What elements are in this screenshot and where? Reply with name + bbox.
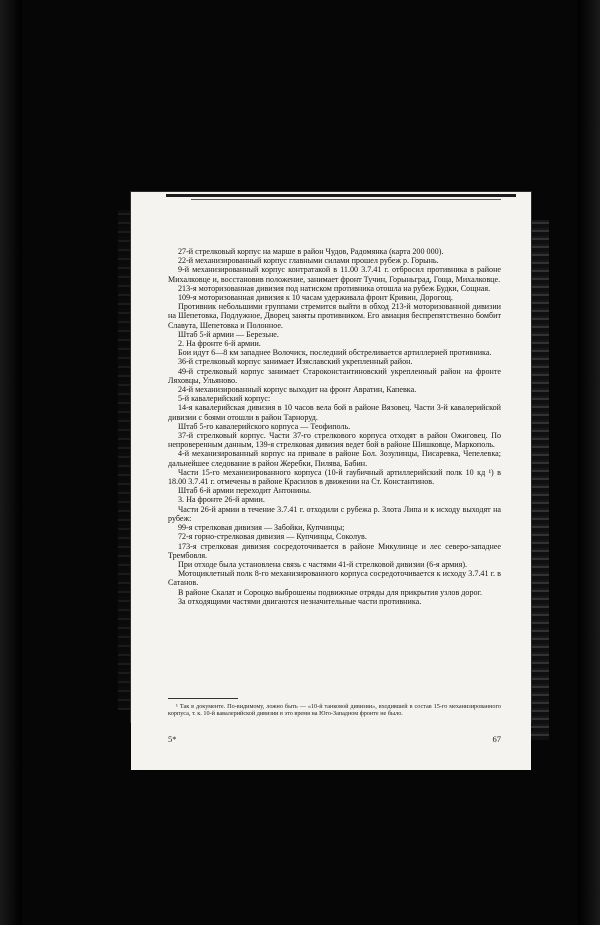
- paragraph: За отходящими частями двигаются незначительные части противника.: [178, 596, 422, 606]
- footnote-divider: [168, 698, 238, 699]
- paragraph: Мотоциклетный полк 8-го механизированного корпуса сосредоточивается к исходу 3.7.41 г. в Сатанов.: [168, 569, 501, 588]
- paragraph: Части 15-го механизированного корпуса (10-й гаубичный артиллерийский полк 10 кд ¹) в 18.00 3.7.41 г. отмечены в районе Красилов в движении на Ст. Константинов.: [168, 467, 501, 487]
- paragraph: 173-я стрелковая дивизия сосредоточивается в районе Микулинце и лес северо-западнее Трембовля.: [168, 541, 501, 560]
- paragraph: 99-я стрелковая дивизия — Забойки, Купчинцы;: [178, 523, 345, 533]
- paragraph: 22-й механизированный корпус главными силами прошел рубеж р. Горынь.: [178, 256, 439, 266]
- footnote: ¹ Так в документе. По-видимому, ложно быть — «10-й танковой дивизии», входившей в состав 15-го механизированного корпуса, т. к. 10-й кавалерийской дивизии в это время на Юго-Западном фронте не было.: [168, 703, 501, 718]
- paragraph: При отходе была установлена связь с частями 41-й стрелковой дивизии (6-я армия).: [178, 559, 468, 569]
- paragraph: 5-й кавалерийский корпус:: [178, 394, 271, 404]
- paragraph: Штаб 5-й армии — Березьне.: [178, 329, 279, 339]
- footnotes: [168, 703, 501, 717]
- paragraph: Штаб 5-го кавалерийского корпуса — Теофиполь.: [178, 421, 351, 431]
- document-page-footer-area: [131, 722, 531, 770]
- body-text: [168, 247, 501, 606]
- paragraph: 109-я моторизованная дивизия к 10 часам удерживала фронт Кривин, Дорогощ.: [178, 293, 453, 303]
- paragraph: 36-й стрелковый корпус занимает Изяславский укрепленный район.: [178, 357, 413, 367]
- scan-border-left: [0, 0, 22, 925]
- section-heading: 3. На фронте 26-й армии.: [178, 495, 265, 505]
- paragraph: 14-я кавалерийская дивизия в 10 часов вела бой в районе Вязовец. Части 3-й кавалерийской дивизии с боями отошли в район Тарноруд.: [168, 403, 501, 422]
- paragraph: 27-й стрелковый корпус на марше в район Чудов, Радомянка (карта 200 000).: [178, 247, 444, 256]
- paragraph: 72-я горно-стрелковая дивизия — Купчинцы, Соколув.: [178, 532, 367, 542]
- paragraph: Бои идут 6—8 км западнее Волочиск, последний обстреливается артиллерией противника.: [178, 348, 492, 358]
- paragraph: 37-й стрелковый корпус. Части 37-го стрелкового корпуса отходят в район Ожиговец. По непроверенным данным, 139-я стрелковая дивизия ведет бой в районе Шишковце, Маркополь.: [168, 431, 501, 450]
- scan-noise-right: [531, 220, 549, 740]
- scan-noise-left: [118, 210, 132, 710]
- signature-mark: 5*: [168, 734, 177, 744]
- section-heading: 2. На фронте 6-й армии.: [178, 339, 261, 349]
- paragraph: 49-й стрелковый корпус занимает Староконстантиновский укрепленный район на фронте Ляховцы, Ульяново.: [168, 366, 501, 385]
- paragraph: 24-й механизированный корпус выходит на фронт Авратин, Капевка.: [178, 385, 417, 395]
- paragraph: Штаб 6-й армии переходит Антонины.: [178, 486, 312, 496]
- page-number: 67: [492, 734, 501, 744]
- paragraph: Противник небольшими группами стремится выйти в обход 213-й моторизованной дивизии на Шепетовка, Подлужное, Дворец заняты противником. Его авиация беспрепятственно бомбит Славута, Шепетовка и Полонное.: [168, 302, 501, 330]
- paragraph: В районе Скалат и Сороцко выброшены подвижные отряды для прикрытия узлов дорог.: [178, 587, 482, 597]
- document-page: [131, 192, 531, 722]
- paragraph: 9-й механизированный корпус контратакой в 11.00 3.7.41 г. отбросил противника в районе Михалковце и, восстановив положение, занимает фронт Тучин, Горыньград, Гоща, Михалковце.: [168, 265, 501, 284]
- paragraph: 4-й механизированный корпус на привале в районе Бол. Зозулинцы, Писаревка, Чепелевка; дальнейшее следование в район Жеребки, Пилява, Бабин.: [168, 449, 501, 468]
- page-top-rule: [166, 194, 516, 197]
- paragraph: Части 26-й армии в течение 3.7.41 г. отходили с рубежа р. Злота Липа и к исходу выходят на рубеж:: [168, 504, 501, 523]
- scan-border-right: [578, 0, 600, 925]
- page-top-rule-thin: [191, 199, 501, 200]
- paragraph: 213-я моторизованная дивизия под натиском противника отошла на рубеж Будки, Сощная.: [178, 283, 491, 293]
